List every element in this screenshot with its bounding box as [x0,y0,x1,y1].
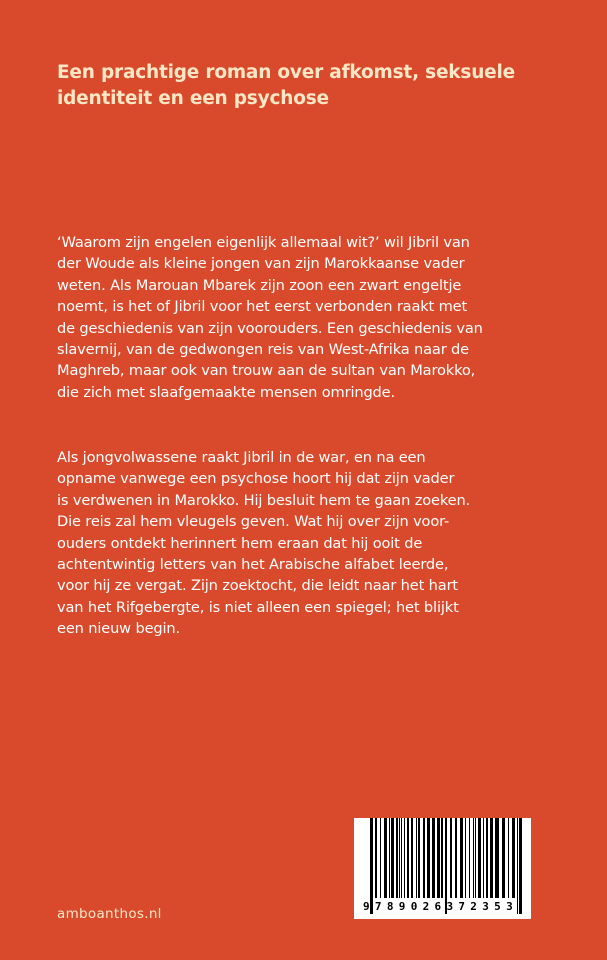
tagline-line: Een prachtige roman over afkomst, seksuele [57,62,516,83]
text-line: is verdwenen in Marokko. Hij besluit hem te gaan zoeken. [57,491,471,509]
barcode-bar [469,818,470,898]
barcode-bar [508,818,509,898]
barcode-bar [441,818,443,898]
barcode-bar [411,818,413,898]
barcode-bar [465,818,466,898]
barcode-bar [475,818,476,898]
tagline-heading [57,60,515,112]
barcode-bar [432,818,435,898]
barcode-bar [391,818,394,898]
barcode-bar [502,818,505,898]
barcode-bar [375,818,377,898]
text-line: Die reis zal hem vleugels geven. Wat hij over zijn voor- [57,513,450,531]
barcode-bar [401,818,402,898]
barcode-bar [455,818,457,898]
text-line: noemt, is het of Jibril voor het eerst verbonden raakt met [57,298,468,316]
text-line: achtentwintig letters van het Arabische alfabet leerde, [57,556,449,574]
text-line: ouders ontdekt herinnert hem eraan dat hij ooit de [57,534,423,552]
text-line: Als jongvolwassene raakt Jibril in de war, en na een [57,449,426,466]
text-line: die zich met slaafgemaakte mensen omringde. [57,383,395,401]
blurb-paragraph-2 [57,447,470,640]
barcode-bar [478,818,481,898]
barcode-bar [427,818,430,898]
text-line: Maghreb, maar ook van trouw aan de sultan van Marokko, [57,362,476,380]
tagline-line: identiteit en een psychose [57,88,329,109]
barcode-bar [407,818,409,898]
barcode-bar [437,818,440,898]
barcode-bar [486,818,488,898]
text-line: een nieuw begin. [57,620,181,638]
publisher-website: amboanthos.nl [57,906,162,922]
barcode-bar [519,818,522,914]
isbn-number: 9789026372353 [363,900,518,913]
barcode-bar [490,818,493,898]
barcode-bar [495,818,499,898]
barcode-bar [460,818,463,898]
text-line: ‘Waarom zijn engelen eigenlijk allemaal wit?’ wil Jibril van [57,234,470,251]
barcode-bar [423,818,425,898]
blurb-paragraph-1 [57,232,483,403]
barcode-bar [418,818,420,898]
isbn-barcode [354,818,531,919]
barcode-bar [404,818,405,898]
barcode-bar [416,818,417,898]
text-line: de geschiedenis van zijn voorouders. Een geschiedenis van [57,319,483,337]
barcode-bar [483,818,484,898]
text-line: der Woude als kleine jongen van zijn Marokkaanse vader [57,255,465,273]
barcode-bar [389,818,390,898]
text-line: opname vanwege een psychose hoort hij dat zijn vader [57,470,455,488]
barcode-bar [384,818,387,898]
barcode-bar [512,818,515,898]
text-line: voor hij ze vergat. Zijn zoektocht, die leidt naar het hart [57,577,458,595]
barcode-bar [473,818,474,898]
barcode-bar [380,818,381,898]
barcode-bar [396,818,398,898]
text-line: van het Rifgebergte, is niet alleen een spiegel; het blijkt [57,598,459,616]
barcode-bar [450,818,452,898]
text-line: slavernij, van de gedwongen reis van West-Afrika naar de [57,341,469,359]
barcode-bar [399,818,400,898]
text-line: weten. Als Marouan Mbarek zijn zoon een zwart engeltje [57,276,462,294]
